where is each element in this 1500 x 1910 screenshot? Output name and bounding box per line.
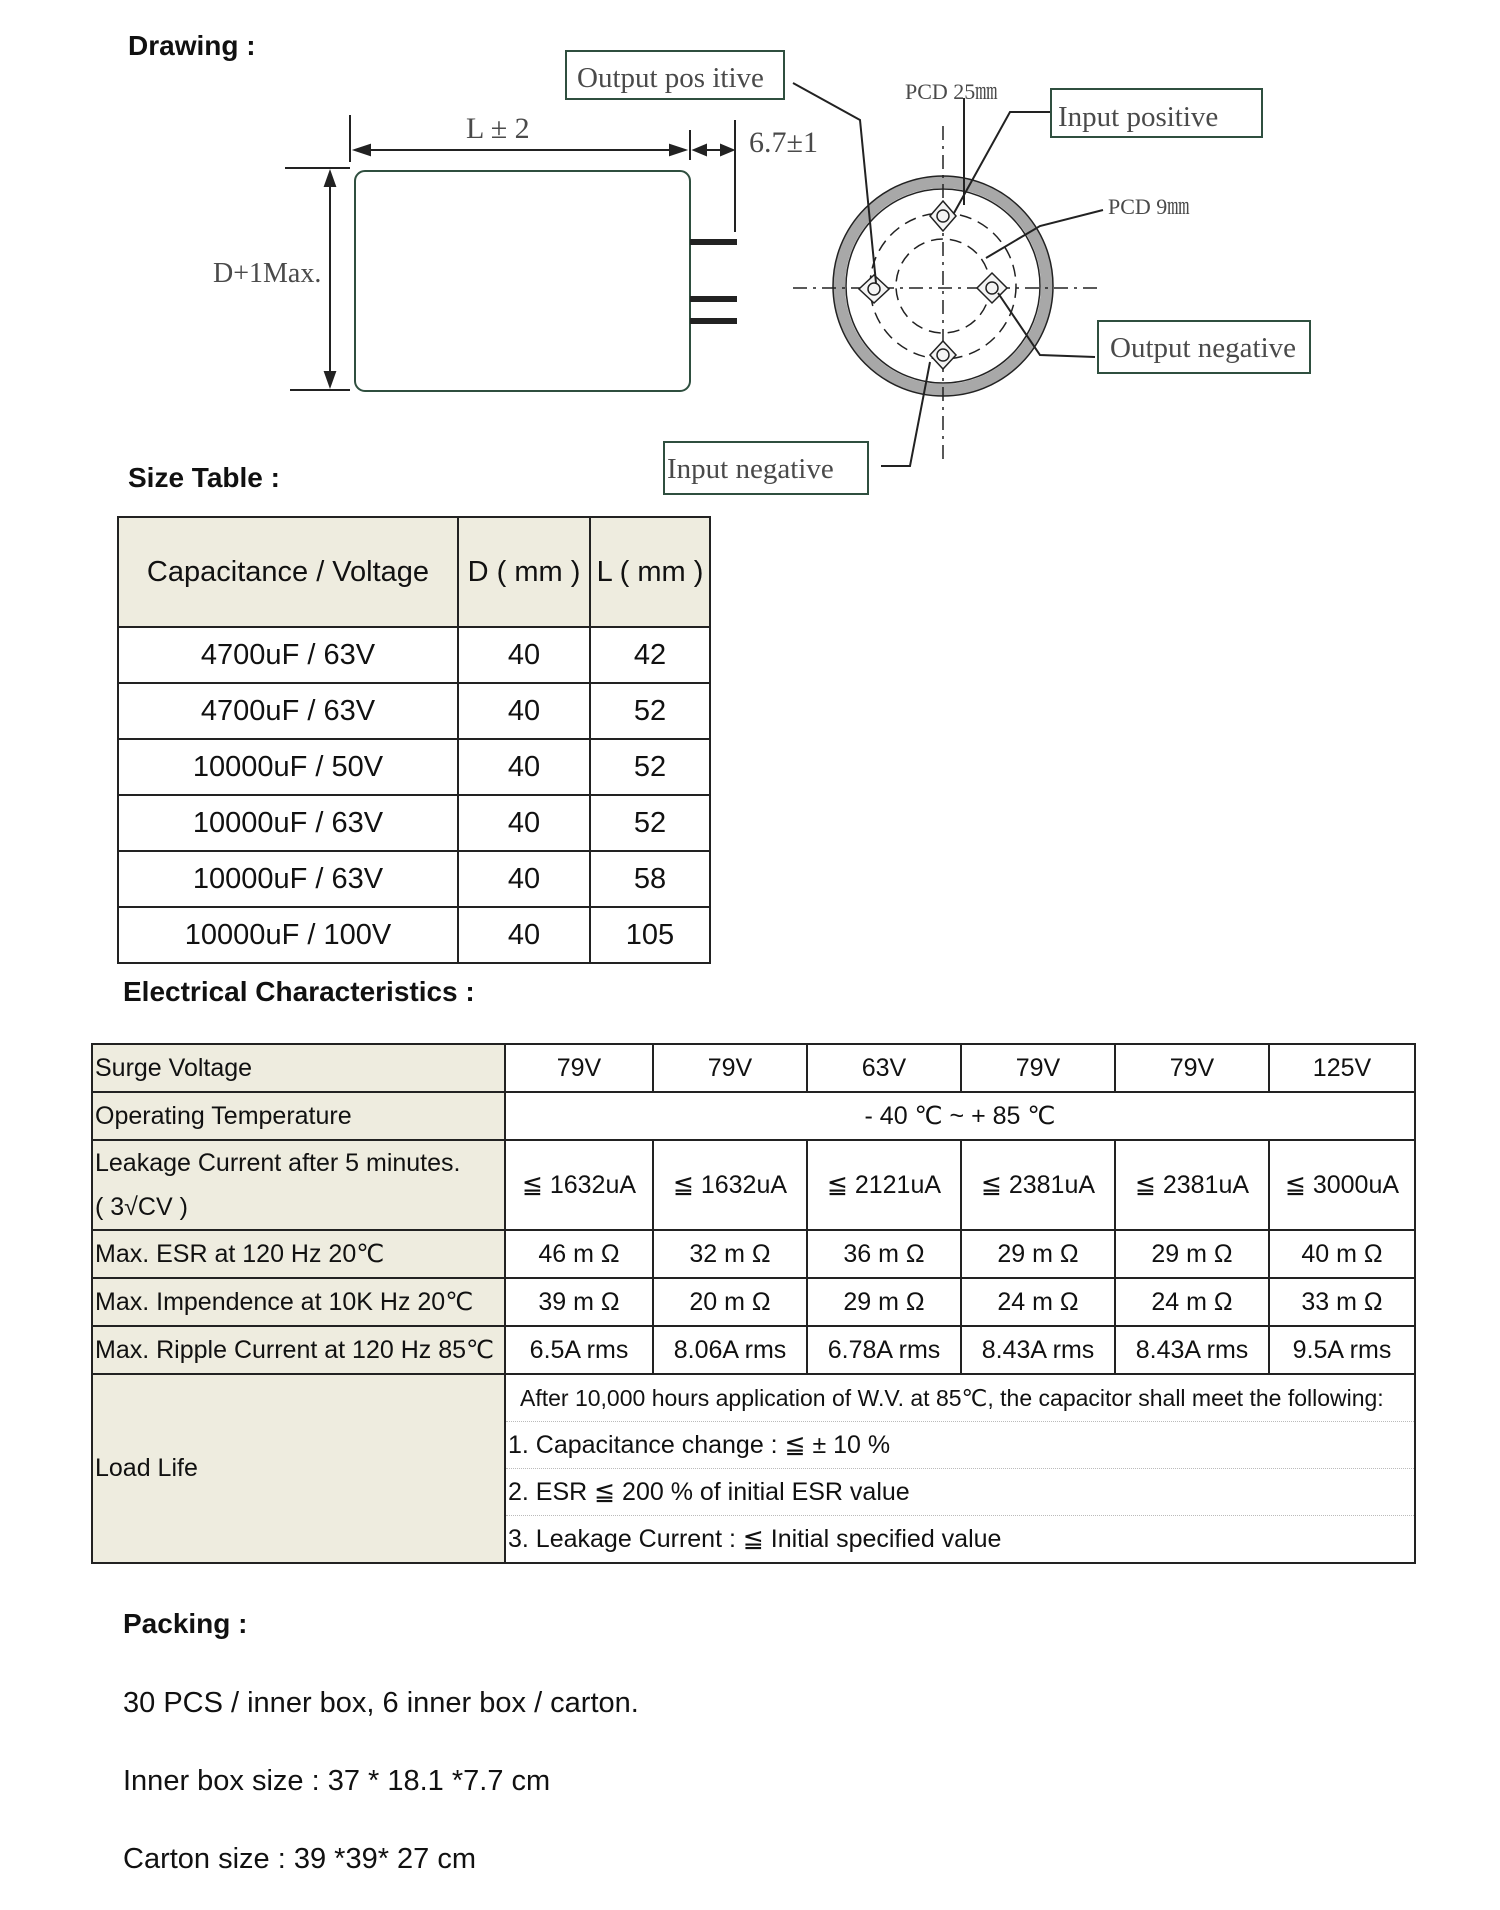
leakage-current-value: ≦ 1632uA xyxy=(653,1140,807,1230)
surge-voltage-value: 63V xyxy=(807,1044,961,1092)
leakage-current-label xyxy=(92,1140,505,1230)
table-row xyxy=(118,683,710,739)
cell-length: 105 xyxy=(590,907,710,963)
cell-capacitance: 10000uF / 100V xyxy=(118,907,458,963)
size-table xyxy=(117,516,711,964)
table-row xyxy=(118,739,710,795)
pcd-inner-label: PCD 9㎜ xyxy=(1108,194,1190,219)
table-row xyxy=(92,1230,1415,1278)
cell-diameter: 40 xyxy=(458,795,590,851)
impedance-value: 24 m Ω xyxy=(1115,1278,1269,1326)
load-life-label: Load Life xyxy=(92,1374,505,1563)
load-life-line: After 10,000 hours application of W.V. at 85℃, the capacitor shall meet the following: xyxy=(506,1375,1414,1422)
impedance-label: Max. Impendence at 10K Hz 20℃ xyxy=(92,1278,505,1326)
surge-voltage-value: 125V xyxy=(1269,1044,1415,1092)
load-life-line: 1. Capacitance change : ≦ ± 10 % xyxy=(506,1422,1414,1469)
ripple-current-value: 8.43A rms xyxy=(961,1326,1115,1374)
capacitor-leads xyxy=(690,242,737,321)
ripple-current-value: 8.06A rms xyxy=(653,1326,807,1374)
output-positive-label: Output pos itive xyxy=(577,62,764,94)
surge-voltage-value: 79V xyxy=(505,1044,653,1092)
table-row xyxy=(118,851,710,907)
leakage-label-line: Leakage Current after 5 minutes. xyxy=(95,1149,461,1177)
table-row xyxy=(118,627,710,683)
leakage-current-value: ≦ 2381uA xyxy=(961,1140,1115,1230)
load-life-line: 2. ESR ≦ 200 % of initial ESR value xyxy=(506,1469,1414,1516)
ripple-current-value: 9.5A rms xyxy=(1269,1326,1415,1374)
packing-title: Packing : xyxy=(123,1608,248,1639)
length-label: L ± 2 xyxy=(466,112,530,145)
surge-voltage-label: Surge Voltage xyxy=(92,1044,505,1092)
capacitor-end-view xyxy=(793,126,1100,462)
header-diameter: D ( mm ) xyxy=(458,517,590,627)
leakage-current-value: ≦ 2381uA xyxy=(1115,1140,1269,1230)
capacitor-body-outline xyxy=(355,171,690,391)
cell-length: 52 xyxy=(590,739,710,795)
surge-voltage-value: 79V xyxy=(1115,1044,1269,1092)
table-row xyxy=(92,1092,1415,1140)
impedance-value: 20 m Ω xyxy=(653,1278,807,1326)
ripple-current-value: 8.43A rms xyxy=(1115,1326,1269,1374)
esr-value: 36 m Ω xyxy=(807,1230,961,1278)
impedance-value: 29 m Ω xyxy=(807,1278,961,1326)
impedance-value: 33 m Ω xyxy=(1269,1278,1415,1326)
lead-label: 6.7±1 xyxy=(749,126,818,159)
header-length: L ( mm ) xyxy=(590,517,710,627)
electrical-title: Electrical Characteristics : xyxy=(123,976,475,1007)
pcd-outer-label: PCD 25㎜ xyxy=(905,79,998,104)
cell-capacitance: 4700uF / 63V xyxy=(118,683,458,739)
output-negative-label: Output negative xyxy=(1110,332,1297,364)
size-table-title: Size Table : xyxy=(128,462,280,493)
electrical-table xyxy=(91,1043,1416,1564)
impedance-value: 24 m Ω xyxy=(961,1278,1115,1326)
esr-value: 40 m Ω xyxy=(1269,1230,1415,1278)
ripple-current-value: 6.5A rms xyxy=(505,1326,653,1374)
cell-diameter: 40 xyxy=(458,627,590,683)
load-life-line: 3. Leakage Current : ≦ Initial specified value xyxy=(508,1525,1002,1553)
leakage-label-formula: ( 3√CV ) xyxy=(95,1193,188,1221)
cell-length: 42 xyxy=(590,627,710,683)
esr-label: Max. ESR at 120 Hz 20℃ xyxy=(92,1230,505,1278)
drawing-title: Drawing : xyxy=(128,30,256,61)
table-row xyxy=(118,795,710,851)
cell-diameter: 40 xyxy=(458,907,590,963)
table-row xyxy=(92,1326,1415,1374)
esr-value: 29 m Ω xyxy=(1115,1230,1269,1278)
operating-temperature-label: Operating Temperature xyxy=(92,1092,505,1140)
surge-voltage-value: 79V xyxy=(961,1044,1115,1092)
leakage-current-value: ≦ 2121uA xyxy=(807,1140,961,1230)
cell-diameter: 40 xyxy=(458,683,590,739)
ripple-current-value: 6.78A rms xyxy=(807,1326,961,1374)
header-capacitance-voltage: Capacitance / Voltage xyxy=(118,517,458,627)
cell-length: 52 xyxy=(590,683,710,739)
lead-dimension xyxy=(694,120,735,232)
impedance-value: 39 m Ω xyxy=(505,1278,653,1326)
cell-capacitance: 10000uF / 63V xyxy=(118,851,458,907)
table-row xyxy=(92,1140,1415,1230)
ripple-current-label: Max. Ripple Current at 120 Hz 85℃ xyxy=(92,1326,505,1374)
table-row xyxy=(92,1044,1415,1092)
cell-diameter: 40 xyxy=(458,851,590,907)
inner-box-size: Inner box size : 37 * 18.1 *7.7 cm xyxy=(123,1765,551,1797)
load-life-conditions xyxy=(505,1374,1415,1563)
cell-diameter: 40 xyxy=(458,739,590,795)
cell-capacitance: 4700uF / 63V xyxy=(118,627,458,683)
cell-capacitance: 10000uF / 50V xyxy=(118,739,458,795)
leakage-current-value: ≦ 1632uA xyxy=(505,1140,653,1230)
table-row xyxy=(118,907,710,963)
esr-value: 32 m Ω xyxy=(653,1230,807,1278)
cell-length: 58 xyxy=(590,851,710,907)
size-table-header-row xyxy=(118,517,710,627)
cell-capacitance: 10000uF / 63V xyxy=(118,795,458,851)
carton-size: Carton size : 39 *39* 27 cm xyxy=(123,1843,477,1875)
cell-length: 52 xyxy=(590,795,710,851)
esr-value: 29 m Ω xyxy=(961,1230,1115,1278)
diameter-label: D+1Max. xyxy=(213,258,322,289)
surge-voltage-value: 79V xyxy=(653,1044,807,1092)
table-row xyxy=(92,1374,1415,1563)
input-negative-label: Input negative xyxy=(667,453,834,485)
operating-temperature-value: - 40 ℃ ~ + 85 ℃ xyxy=(505,1092,1415,1140)
input-positive-label: Input positive xyxy=(1058,101,1219,133)
capacitor-drawing xyxy=(0,0,1500,485)
packing-quantity: 30 PCS / inner box, 6 inner box / carton. xyxy=(123,1687,639,1719)
leakage-current-value: ≦ 3000uA xyxy=(1269,1140,1415,1230)
esr-value: 46 m Ω xyxy=(505,1230,653,1278)
table-row xyxy=(92,1278,1415,1326)
